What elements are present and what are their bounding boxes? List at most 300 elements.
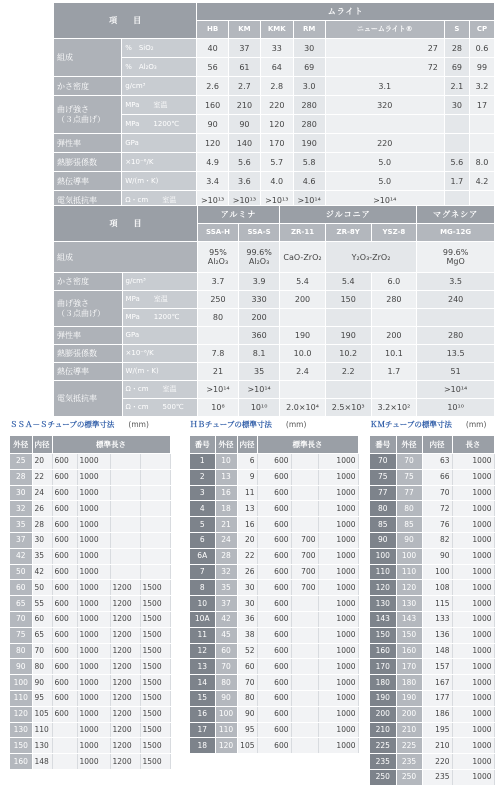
value-cell: 5.6 [444,153,469,172]
table-cell: 1500 [140,675,170,691]
column-header: 内径 [237,436,257,454]
table-cell: 13 [237,501,257,517]
value-cell: 120 [197,134,229,153]
table-row [370,501,494,517]
table-row [190,580,358,596]
table-cell: 600 [52,611,77,627]
table-cell [291,517,318,533]
table-cell: 600 [257,532,291,548]
table-cell: 160 [396,643,422,659]
table-row [190,722,358,738]
table-row [54,153,495,172]
table-cell: 95 [237,722,257,738]
table-cell: 1000 [452,754,494,770]
table-row [54,39,495,58]
table-cell [140,454,170,470]
column-header: RM [293,21,325,39]
value-cell: >10¹⁴ [239,381,280,399]
value-cell [417,309,495,327]
value-cell: 33 [260,39,293,58]
table-row [54,172,495,191]
composition-line: MgO [446,257,465,266]
table-cell: 600 [257,659,291,675]
table-cell: 600 [52,501,77,517]
table-row [54,273,495,291]
value-cell [371,309,417,327]
table-row [10,675,170,691]
table-cell: 120 [370,580,396,596]
table-cell: 90 [370,532,396,548]
table-cell [140,469,170,485]
table-cell: 150 [10,738,32,754]
table-cell: 14 [190,675,215,691]
table-cell: 157 [422,659,452,675]
column-header: MG-12G [417,224,495,242]
value-cell [325,115,444,134]
table-cell: 22 [237,548,257,564]
table-cell: 17 [190,722,215,738]
table-cell: 600 [257,469,291,485]
row-label: 組成 [54,39,122,77]
table-row [190,501,358,517]
table-cell: 65 [32,627,52,643]
value-cell: >10¹³ [260,191,293,210]
table-row [10,596,170,612]
table-cell: 1200 [110,706,140,722]
row-unit: % Al₂O₃ [122,58,197,77]
table-cell: 1500 [140,627,170,643]
table-cell: 1000 [77,580,110,596]
table-cell: 1000 [452,675,494,691]
table-cell: 600 [257,454,291,470]
table-cell: 210 [422,738,452,754]
table-cell: 1000 [318,596,358,612]
item-header: 項 目 [54,206,198,242]
table-cell: 1000 [318,690,358,706]
row-label: 熱伝導率 [54,172,122,191]
value-cell: 8.0 [469,153,494,172]
value-cell: 5.8 [293,153,325,172]
table-cell: 16 [215,485,237,501]
table-cell: 60 [10,580,32,596]
value-cell [469,134,494,153]
item-header: 項 目 [54,3,197,39]
table-row [190,564,358,580]
table-cell: 130 [370,596,396,612]
table-cell: 1000 [452,659,494,675]
table-row [190,675,358,691]
value-cell: 240 [417,291,495,309]
value-cell: 3.5 [417,273,495,291]
value-cell: 200 [280,291,326,309]
table-cell: 1000 [452,517,494,533]
table-cell: 1200 [110,611,140,627]
table-cell: 15 [190,690,215,706]
table-row [190,596,358,612]
value-cell: 200 [239,309,280,327]
table-row [54,96,495,115]
row-unit: MPa 室温 [122,96,197,115]
table-cell: 110 [10,690,32,706]
table-cell: 82 [422,532,452,548]
table-cell: 600 [257,738,291,754]
table-cell: 90 [396,532,422,548]
table-cell: 160 [10,754,32,770]
table-cell: 100 [422,564,452,580]
table-row [370,722,494,738]
table-cell: 90 [32,675,52,691]
table-cell [291,596,318,612]
value-cell: 2.7 [229,77,261,96]
value-cell: 320 [325,96,444,115]
table-cell: 105 [237,738,257,754]
table-row [10,690,170,706]
value-cell: 140 [229,134,261,153]
table-row [10,469,170,485]
value-cell: 90 [229,115,261,134]
table-cell: 35 [215,580,237,596]
table-row [190,690,358,706]
value-cell [444,115,469,134]
table-row [10,454,170,470]
column-header: ZR-11 [280,224,326,242]
row-label: かさ密度 [54,273,123,291]
table-cell: 90 [10,659,32,675]
column-header: SSA-S [239,224,280,242]
table-cell: 700 [291,580,318,596]
table-cell: 600 [52,596,77,612]
value-cell: 250 [197,291,238,309]
table-row [190,548,358,564]
table-cell: 105 [32,706,52,722]
table-cell: 1000 [452,548,494,564]
value-cell: 1.7 [444,172,469,191]
table-cell: 1 [190,454,215,470]
table-cell: 170 [370,659,396,675]
table-cell: 143 [370,611,396,627]
table-row [190,627,358,643]
table-row [10,517,170,533]
table-cell: 32 [215,564,237,580]
table-cell: 1000 [77,738,110,754]
table-cell [291,690,318,706]
table-cell: 1000 [318,564,358,580]
composition-cell [239,242,280,273]
table-cell: 70 [422,485,452,501]
table-cell: 18 [190,738,215,754]
table-cell: 70 [370,454,396,470]
table-cell: 95 [32,690,52,706]
value-cell: 2.5×10³ [325,399,371,417]
table-cell: 600 [52,627,77,643]
composition-line: 95% [209,248,227,257]
value-cell: 99 [469,58,494,77]
table-cell: 10 [190,596,215,612]
value-cell: 200 [371,327,417,345]
table-cell: 1000 [77,706,110,722]
value-cell: 10⁸ [197,399,238,417]
value-cell: 72 [325,58,444,77]
table-row [370,485,494,501]
value-cell: 3.7 [197,273,238,291]
table-row [10,754,170,770]
table-cell: 170 [396,659,422,675]
table-cell: 37 [10,532,32,548]
table-cell [52,754,77,770]
table-cell: 1000 [452,769,494,785]
value-cell: 3.4 [197,172,229,191]
table-cell: 77 [370,485,396,501]
table-row [190,454,358,470]
table-cell [110,517,140,533]
table-row [10,485,170,501]
value-cell: 0.6 [469,39,494,58]
column-header: ニュームライト® [325,21,444,39]
value-cell: 2.4 [280,363,326,381]
value-cell: >10¹³ [229,191,261,210]
table-row [10,501,170,517]
table-cell [140,564,170,580]
table-row [54,363,495,381]
table-cell: 190 [370,690,396,706]
table-cell: 700 [291,532,318,548]
composition-line: Y₂O₃-ZrO₂ [351,252,391,262]
table-row [370,548,494,564]
table-cell: 600 [257,706,291,722]
table-cell: 1000 [318,675,358,691]
table-row [190,532,358,548]
table-cell: 130 [396,596,422,612]
column-header: 外径 [10,436,32,454]
column-header: 内径 [422,436,452,454]
table-cell [140,532,170,548]
table-cell: 600 [52,690,77,706]
table-cell: 65 [10,596,32,612]
table-cell: 130 [32,738,52,754]
table-cell: 80 [396,501,422,517]
table-cell: 600 [257,501,291,517]
table-cell: 55 [32,596,52,612]
table-row [190,738,358,754]
value-cell: >10¹⁴ [417,381,495,399]
km-title: ＫＭチューブの標準寸法 (mm) [370,420,487,429]
table-cell: 1500 [140,596,170,612]
table-cell: 136 [422,627,452,643]
table-cell: 77 [396,485,422,501]
row-unit: W/(m・K) [122,363,197,381]
table-cell: 1000 [452,627,494,643]
table-cell [52,722,77,738]
table-cell: 1200 [110,675,140,691]
table-cell: 70 [237,675,257,691]
column-header: 標準長さ [257,436,358,454]
row-label: 熱膨張係数 [54,153,122,172]
value-cell: 2.1 [444,77,469,96]
value-cell: 120 [260,115,293,134]
composition-line: CaO-ZrO₂ [283,252,322,262]
table-cell: 1000 [452,454,494,470]
table-cell: 36 [237,611,257,627]
table-cell: 600 [52,564,77,580]
table-cell: 18 [215,501,237,517]
value-cell: 3.1 [325,77,444,96]
table-cell: 200 [370,706,396,722]
row-unit: Ω・cm 500℃ [122,399,197,417]
table-cell: 235 [396,754,422,770]
table-cell: 120 [396,580,422,596]
table-cell: 600 [257,548,291,564]
value-cell: 5.0 [325,172,444,191]
row-unit: Ω・cm 室温 [122,191,197,210]
table-row [370,580,494,596]
table-row [190,706,358,722]
table-cell: 1500 [140,722,170,738]
table-cell: 250 [396,769,422,785]
row-label: 熱膨張係数 [54,345,123,363]
value-cell: 69 [444,58,469,77]
table-cell: 110 [396,564,422,580]
value-cell: 360 [239,327,280,345]
table-cell: 1000 [77,532,110,548]
table-cell: 70 [32,643,52,659]
table-cell: 52 [237,643,257,659]
value-cell: 4.6 [293,172,325,191]
row-unit: MPa 室温 [122,291,197,309]
table-cell: 700 [291,548,318,564]
value-cell: 10.2 [325,345,371,363]
table-cell: 28 [32,517,52,533]
table-cell [110,501,140,517]
table-row [54,134,495,153]
value-cell [371,381,417,399]
table-cell: 1000 [77,485,110,501]
table-cell [291,659,318,675]
table-cell: 60 [215,643,237,659]
table-cell: 13 [215,469,237,485]
table-cell: 600 [52,643,77,659]
table-cell: 80 [237,690,257,706]
table-cell: 42 [215,611,237,627]
value-cell: 5.7 [260,153,293,172]
table-row [10,722,170,738]
table-cell: 1000 [452,596,494,612]
table-cell: 1000 [318,501,358,517]
table-cell: 12 [190,643,215,659]
table-row [370,690,494,706]
table-cell: 130 [10,722,32,738]
group-header-mullite: ムライト [197,3,495,21]
table-cell: 42 [10,548,32,564]
composition-cell [325,242,416,273]
table-cell: 24 [32,485,52,501]
table-row [370,643,494,659]
value-cell: 210 [229,96,261,115]
table-row [370,769,494,785]
table-cell: 100 [370,548,396,564]
table-cell [291,454,318,470]
table-cell: 1000 [452,580,494,596]
table-row [10,611,170,627]
value-cell: 4.0 [260,172,293,191]
table-cell: 600 [52,706,77,722]
ssa-tube-table [10,436,171,770]
hb-unit: (mm) [285,420,307,429]
table-cell: 75 [10,627,32,643]
table-cell: 1500 [140,738,170,754]
table-cell [110,485,140,501]
row-label: 熱伝導率 [54,363,123,381]
table-cell: 115 [422,596,452,612]
table-cell: 4 [190,501,215,517]
table-cell: 76 [422,517,452,533]
table-cell [291,722,318,738]
column-header: 内径 [32,436,52,454]
table-cell: 200 [396,706,422,722]
table-cell: 7 [190,564,215,580]
value-cell: 3.2×10² [371,399,417,417]
value-cell: 10¹⁰ [417,399,495,417]
value-cell: 190 [325,327,371,345]
table-cell: 1200 [110,754,140,770]
row-label-line: （３点曲げ） [57,114,105,124]
table-cell: 22 [32,469,52,485]
table-cell: 1000 [452,706,494,722]
table-cell: 90 [237,706,257,722]
row-label: 電気抵抗率 [54,381,123,417]
row-unit: ×10⁻⁶/K [122,345,197,363]
table-cell: 1000 [77,548,110,564]
table-cell: 1000 [318,532,358,548]
value-cell: >10¹⁴ [197,381,238,399]
table-row [190,643,358,659]
table-cell: 250 [370,769,396,785]
value-cell: 17 [469,96,494,115]
table-cell: 600 [257,596,291,612]
table-cell: 10A [190,611,215,627]
table-row [10,643,170,659]
table-cell: 42 [32,564,52,580]
table-cell: 235 [370,754,396,770]
table-cell: 1000 [77,564,110,580]
table-cell: 133 [422,611,452,627]
table-cell: 600 [257,611,291,627]
table-cell: 1000 [452,485,494,501]
table-cell: 600 [257,722,291,738]
table-cell: 148 [422,643,452,659]
table-row [190,517,358,533]
row-unit: g/cm³ [122,273,197,291]
table-cell: 150 [396,627,422,643]
table-cell: 1000 [77,517,110,533]
table-cell: 30 [10,485,32,501]
value-cell: 69 [293,58,325,77]
table-cell: 1000 [318,548,358,564]
table-cell: 160 [370,643,396,659]
table-cell: 100 [215,706,237,722]
table-cell: 26 [32,501,52,517]
column-header: YSZ-8 [371,224,417,242]
row-label-line: 曲げ強さ [57,104,89,114]
table-cell: 25 [10,454,32,470]
value-cell: 5.4 [325,273,371,291]
table-cell: 28 [215,548,237,564]
table-cell: 120 [215,738,237,754]
table-cell [110,532,140,548]
table-cell: 66 [422,469,452,485]
table-cell: 600 [257,580,291,596]
table-cell: 1000 [77,627,110,643]
table-row [370,738,494,754]
